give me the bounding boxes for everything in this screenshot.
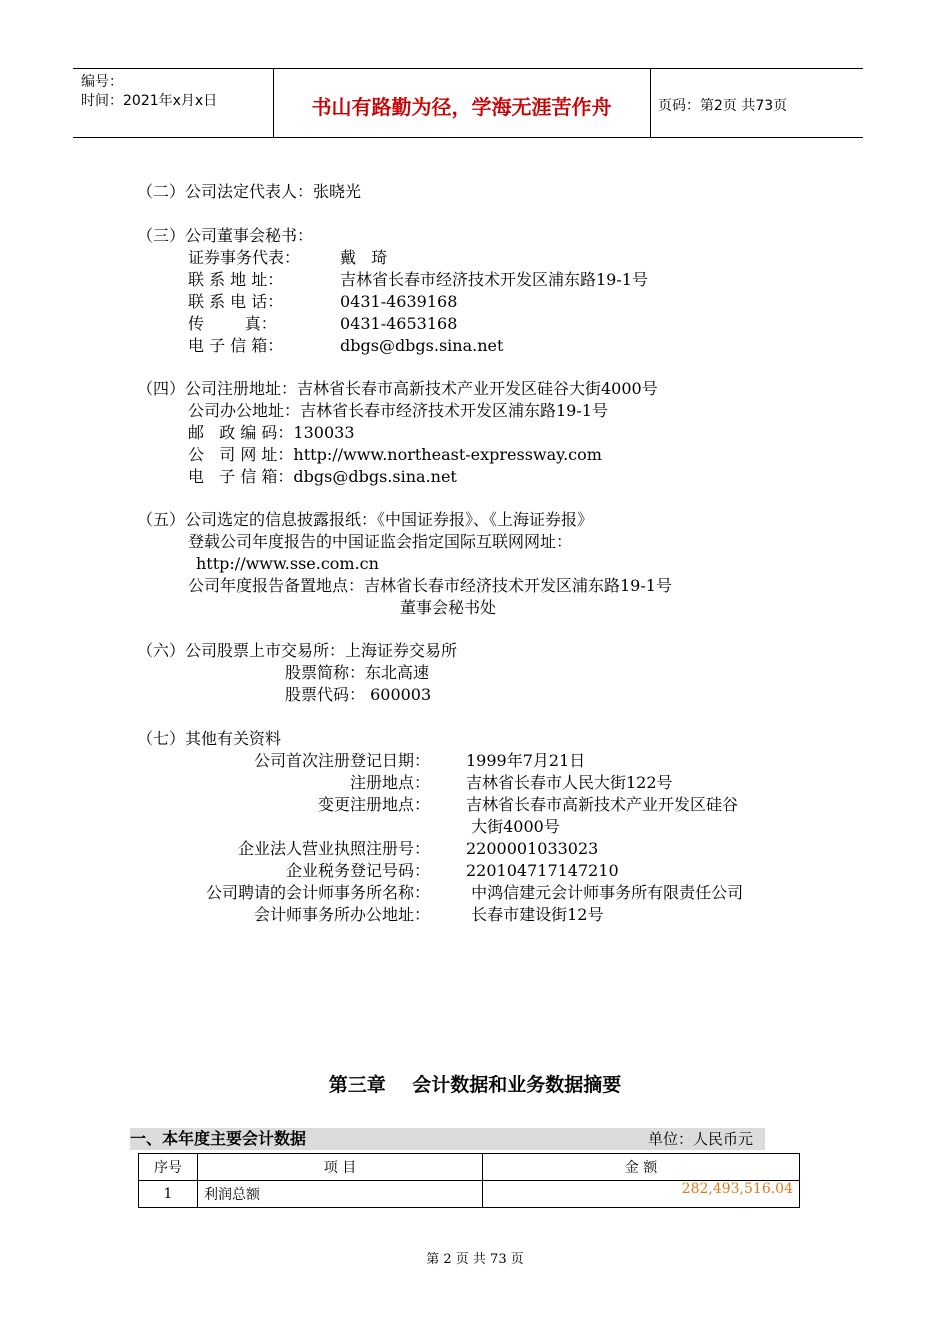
stock-code: 股票代码： 600003 [285,685,432,704]
company-website[interactable]: 公 司 网 址：http://www.northeast-expressway.com [188,445,602,464]
table-row [139,1181,800,1208]
business-license-label: 企业法人营业执照注册号： [237,839,430,858]
business-license-value: 2200001033023 [466,839,599,858]
office-address: 公司办公地址：吉林省长春市经济技术开发区浦东路19-1号 [188,401,608,420]
changed-registration-place-value: 吉林省长春市高新技术产业开发区硅谷 [466,795,739,814]
section-title: 一、本年度主要会计数据 [130,1129,307,1148]
contact-phone-value: 0431-4639168 [340,292,458,311]
email-value: dbgs@dbgs.sina.net [340,336,504,355]
fax-label: 传 真： [188,314,277,333]
page-header [73,68,863,138]
email-label: 电 子 信 箱： [188,336,284,355]
report-website-label: 登载公司年度报告的中国证监会指定国际互联网网址： [188,532,573,551]
company-email: 电 子 信 箱：dbgs@dbgs.sina.net [188,467,457,486]
report-archive-office: 董事会秘书处 [400,598,497,617]
header-divider [650,69,651,137]
contact-address-value: 吉林省长春市经济技术开发区浦东路19-1号 [340,270,648,289]
legal-representative: （二）公司法定代表人：张晓光 [137,182,362,201]
changed-registration-place-label: 变更注册地点： [317,795,430,814]
fax-value: 0431-4653168 [340,314,458,333]
accounting-firm-value: 中鸿信建元会计师事务所有限责任公司 [466,883,744,902]
first-registration-date-value: 1999年7月21日 [466,751,586,770]
tax-registration-label: 企业税务登记号码： [285,861,430,880]
column-header-amount: 金 额 [483,1154,800,1181]
column-header-item: 项 目 [198,1154,483,1181]
report-website-url[interactable]: http://www.sse.com.cn [196,554,379,573]
contact-phone-label: 联 系 电 话： [188,292,284,311]
header-motto: 书山有路勤为径，学海无涯苦作舟 [311,95,612,119]
header-meta [81,73,217,111]
page-footer: 第 2 页 共 73 页 [426,1252,524,1267]
currency-unit: 单位：人民币元 [648,1130,754,1148]
postal-code: 邮 政 编 码：130033 [188,423,355,442]
board-secretary-title: （三）公司董事会秘书： [137,226,314,245]
changed-registration-place-value-cont: 大街4000号 [466,817,560,836]
tax-registration-value: 220104717147210 [466,861,619,880]
disclosure-newspapers: （五）公司选定的信息披露报纸：《中国证券报》、《上海证券报》 [137,510,594,529]
accounting-firm-address-label: 会计师事务所办公地址： [253,905,430,924]
table-header-row [139,1154,800,1181]
report-archive-place: 公司年度报告备置地点：吉林省长春市经济技术开发区浦东路19-1号 [188,576,672,595]
securities-rep-label: 证券事务代表： [188,248,301,267]
doc-time: 时间：2021年x月x日 [81,93,218,109]
row-amount: 282,493,516.04 [483,1181,800,1208]
accounting-firm-address-value: 长春市建设街12号 [466,905,604,924]
row-item: 利润总额 [198,1181,483,1208]
first-registration-date-label: 公司首次注册登记日期： [253,751,430,770]
header-page-number: 页码：第2页 共73页 [658,98,788,114]
stock-abbreviation: 股票简称：东北高速 [285,663,430,682]
stock-exchange: （六）公司股票上市交易所：上海证券交易所 [137,641,458,660]
registration-place-value: 吉林省长春市人民大街122号 [466,773,673,792]
doc-number: 编号： [81,74,123,90]
other-info-title: （七）其他有关资料 [137,729,282,748]
row-no: 1 [139,1181,198,1208]
securities-rep-value: 戴 琦 [340,248,388,267]
accounting-firm-label: 公司聘请的会计师事务所名称： [205,883,430,902]
contact-address-label: 联 系 地 址： [188,270,284,289]
registration-place-label: 注册地点： [349,773,430,792]
column-header-no: 序号 [139,1154,198,1181]
chapter-title: 第三章 会计数据和业务数据摘要 [328,1074,622,1096]
accounting-data-table [138,1153,800,1208]
registered-address: （四）公司注册地址：吉林省长春市高新技术产业开发区硅谷大街4000号 [137,379,658,398]
